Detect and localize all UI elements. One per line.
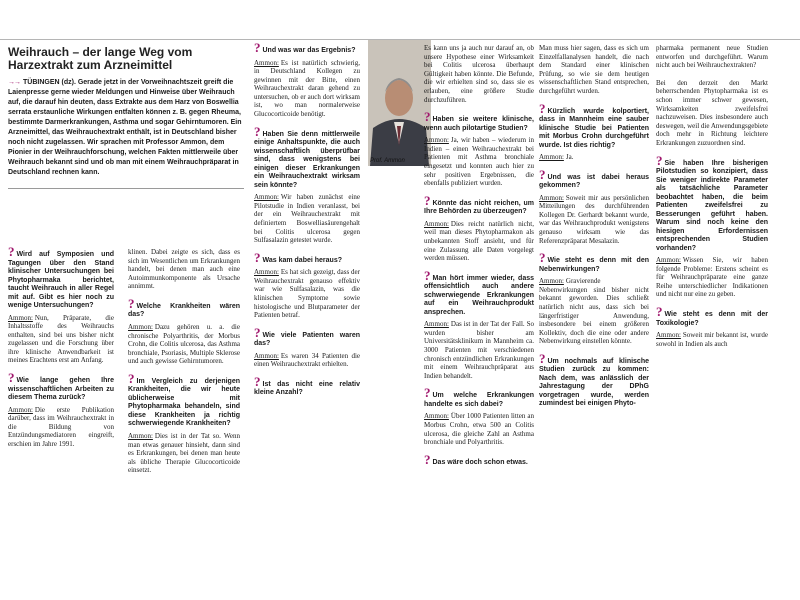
interview-answer: [128, 432, 240, 475]
interview-question: [254, 324, 360, 349]
kicker-arrow-icon: →→: [8, 79, 20, 86]
speaker-label: Ammon:: [424, 136, 449, 145]
portrait-caption: Prof. Ammon: [370, 158, 405, 164]
question-mark-icon: ?: [656, 152, 663, 168]
speaker-label: Ammon:: [656, 331, 681, 339]
interview-answer: [656, 256, 768, 299]
answer-text: Wissen Sie, wir haben folgende Probleme: Erstens scheint es für Weihrauchpräparate eine ganze Reihe unterschiedlicher Indikationen und nicht nur eine zu geben.: [656, 256, 768, 299]
question-mark-icon: ?: [424, 451, 431, 467]
interview-answer: [128, 248, 240, 291]
text-column-4: [424, 40, 534, 600]
question-text: Das wäre doch schon etwas.: [432, 458, 528, 466]
answer-text: Dies ist in der Tat so. Wenn man etwas genauer hinsieht, dann sind es Erkrankungen, bei denen man heute als übliche Therapie Glucocorticoide einsetzt.: [128, 431, 240, 475]
question-mark-icon: ?: [128, 370, 135, 386]
question-mark-icon: ?: [128, 295, 135, 311]
question-mark-icon: ?: [8, 244, 15, 259]
article-lead: [8, 46, 244, 196]
question-mark-icon: ?: [254, 249, 261, 265]
answer-text: Dies reicht natürlich nicht, weil man dieses Phytopharmakon als unbekannten Stoff ansieht, und für eine Zulassung alle Daten vorgelegt werden müssen.: [424, 219, 534, 263]
question-mark-icon: ?: [254, 373, 261, 389]
answer-text: Es waren 34 Patienten die einen Weihrauchextrakt erhielten.: [254, 351, 360, 369]
question-text: Sie haben Ihre bisherigen Pilotstudien so konzipiert, dass Sie weniger indirekte Parameter als tatsächliche Parameter beobachtet haben, die beim Patienten zweifelsfrei zu Besserungen geführt haben. Warum sind noch keine den hiesigen Erfordernissen entsprechenden Studien vorhanden?: [656, 159, 768, 252]
qa-block: [8, 244, 114, 365]
speaker-label: Ammon:: [254, 193, 279, 202]
answer-text: Man muss hier sagen, dass es sich um Einzelfallanalysen handelt, die nach dem Standard einer klinischen Prüfung, so wie sie dem heutigen wissenschaftlichen Stand entsprechen, durchgeführt wurden.: [539, 44, 649, 95]
qa-block: [539, 44, 649, 96]
interview-answer: [254, 268, 360, 320]
answer-text: Gravierende Nebenwirkungen sind bisher nicht bekannt geworden. Dies schließt natürlich nicht aus, dass sich bei längerfristiger Anwendung, insbesondere bei einem größeren Kollektiv, doch die eine oder andere Nebenwirkung einstellen könnte.: [539, 277, 649, 346]
question-mark-icon: ?: [254, 40, 261, 55]
question-text: Wie steht es denn mit der Toxikologie?: [656, 311, 768, 327]
answer-text: Die erste Publikation darüber, dass im Weihrauchextrakt in die Bildung von Entzündungsmediatoren eingreift, erschien im Jahre 1991.: [8, 405, 114, 448]
interview-answer: [539, 44, 649, 96]
lead-divider: [8, 188, 244, 189]
question-mark-icon: ?: [254, 123, 261, 139]
interview-question: [424, 192, 534, 217]
answer-text: Dazu gehören u. a. die chronische Polyarthritis, der Morbus Crohn, die Colitis ulcerosa, das Asthma bronchiale, Psoriasis, Multiple Sklerose und auch gewisse Gehirntumoren.: [128, 322, 240, 366]
interview-answer: [424, 136, 534, 188]
speaker-label: Ammon:: [656, 256, 681, 265]
interview-question: [424, 451, 534, 468]
speaker-label: Ammon:: [254, 268, 279, 277]
question-text: Ist das nicht eine relativ kleine Anzahl?: [254, 380, 360, 397]
question-text: Welche Krankheiten wären das?: [128, 302, 240, 319]
interview-answer: [424, 220, 534, 263]
interview-question: [254, 123, 360, 191]
interview-answer: [128, 323, 240, 366]
article-title: Weihrauch – der lange Weg vom Harzextrakt zum Arzneimittel: [8, 45, 193, 72]
answer-text: Nun, Präparate, die Inhaltsstoffe des Weihrauchs enthalten, sind bei uns bisher nicht zugelassen und die Forschung über ihre klinische Anwendbarkeit ist meines Erachtens erst am Anfang.: [8, 313, 114, 365]
question-mark-icon: ?: [424, 192, 431, 208]
qa-block: [424, 109, 534, 188]
answer-text: Ja.: [565, 153, 574, 162]
question-mark-icon: ?: [424, 109, 431, 125]
answer-text: Bei den derzeit den Markt beherrschenden Phytopharmaka ist es schon immer schwer gewesen, Wirksamkeiten zweifelsfrei nachzuweisen. Dies insbesondere auch deswegen, weil die Anwendungsgebiete doch mehr in Richtung leichtere Erkrankungen zuzuordnen sind.: [656, 78, 768, 147]
question-mark-icon: ?: [254, 324, 261, 340]
qa-block: [656, 44, 768, 70]
interview-answer: [254, 193, 360, 245]
interview-answer: [8, 406, 114, 449]
qa-block: [8, 370, 114, 448]
interview-answer: [8, 314, 114, 366]
page-masthead: [0, 0, 800, 40]
question-mark-icon: ?: [8, 370, 15, 386]
question-text: Könnte das nicht reichen, um Ihre Behörden zu überzeugen?: [424, 199, 534, 216]
question-text: Wie lange gehen Ihre wissenschaftlichen Arbeiten zu diesem Thema zurück?: [8, 377, 114, 402]
text-column-5: [539, 40, 649, 600]
question-text: Was kam dabei heraus?: [262, 256, 342, 264]
text-column-3: [254, 40, 360, 600]
speaker-label: Ammon:: [424, 412, 449, 421]
text-column-1: [8, 244, 114, 600]
question-mark-icon: ?: [424, 267, 431, 283]
interview-question: [424, 267, 534, 318]
speaker-label: Ammon:: [8, 405, 33, 414]
answer-text: pharmaka permanent neue Studien entworfen und durchgeführt. Warum nicht auch bei Weihrauchextrakten?: [656, 44, 768, 70]
question-mark-icon: ?: [539, 250, 546, 266]
qa-block: [254, 324, 360, 369]
qa-block: [539, 350, 649, 409]
question-mark-icon: ?: [539, 350, 546, 366]
answer-text: Ja, wir haben – wiederum in Indien – einen Weihrauchextrakt bei Patienten mit Asthma bronchiale eingesetzt und konnten auch hier zu sehr positiven Ergebnissen, die ebenfalls publiziert wurden.: [424, 136, 534, 188]
interview-answer: [656, 79, 768, 148]
speaker-label: Ammon:: [424, 219, 449, 228]
answer-text: Soweit mir aus persönlichen Mitteilungen des durchführenden Kollegen Dr. Gerhardt bekannt wurde, war das Weihrauchprodukt wenigstens genauso wirksam wie das Referenzpräparat Mesalazin.: [539, 193, 649, 245]
interview-answer: [656, 44, 768, 70]
question-text: Und was ist dabei heraus gekommen?: [539, 173, 649, 190]
qa-block: [656, 152, 768, 299]
qa-block: [539, 166, 649, 246]
qa-block: [128, 370, 240, 475]
qa-block: [424, 385, 534, 447]
text-column-6: [656, 40, 768, 600]
speaker-label: Ammon:: [539, 153, 564, 162]
question-text: Man hört immer wieder, dass offensichtlich auch andere schwerwiegende Erkrankungen auf ein Weihrauchprodukt ansprechen.: [424, 274, 534, 316]
answer-text: Das ist in der Tat der Fall. So wurden bisher am Universitätsklinikum in Mannheim ca. 3000 Patienten mit verschiedenen chronisch entzündlichen Erkrankungen mit einem Weihrauchpräparat aus Indien behandelt.: [424, 320, 534, 380]
interview-answer: [539, 153, 649, 162]
interview-question: [254, 40, 360, 56]
question-text: Um welche Erkrankungen handelte es sich dabei?: [424, 392, 534, 408]
interview-question: [539, 166, 649, 191]
qa-block: [254, 123, 360, 245]
question-mark-icon: ?: [656, 304, 663, 319]
qa-block: [254, 40, 360, 119]
speaker-label: Ammon:: [539, 277, 564, 286]
qa-block: [128, 295, 240, 366]
portrait-image: [368, 40, 431, 166]
qa-block: [424, 44, 534, 104]
text-column-2: [128, 244, 240, 600]
speaker-label: Ammon:: [128, 322, 153, 331]
question-mark-icon: ?: [539, 166, 546, 182]
question-text: Haben Sie denn mittlerweile einige Anhaltspunkte, die auch wissenschaftlich überprüfbar sind, dass wenigstens bei einigen dieser Erkrankungen ein Weihrauchextrakt wirksam sein könnte?: [254, 130, 360, 189]
speaker-label: Ammon:: [254, 351, 279, 360]
qa-block: [254, 249, 360, 320]
interview-answer: [424, 412, 534, 446]
question-text: Kürzlich wurde kolportiert, dass in Mannheim eine sauber klinische Studie bei Patienten mit Morbus Crohn durchgeführt wurde. Ist dies richtig?: [539, 107, 649, 149]
answer-text: Es kann uns ja auch nur darauf an, ob unsere Hypothese einer Wirksamkeit bei Colitis ulcerosa überhaupt Gültigkeit haben könnte. Die Befunde, die wir erhielten sind so, dass sie es erlauben, eine größere Studie durchzuführen.: [424, 44, 534, 104]
qa-block: [656, 304, 768, 348]
article-intro: [8, 78, 244, 178]
interview-question: [128, 295, 240, 320]
intro-text: TÜBINGEN (dz). Gerade jetzt in der Vorweihnachtszeit greift die Laienpresse gerne wieder Meldungen und Hinweise über Weihrauch auf, die darauf hin deuten, dass Extrakte aus dem Harz von Boswellia serrata erstaunliche Wirkungen entfalten können z. B. gegen Rheuma, bestimmte Darmerkrankungen, Asthma und sogar Gehirntumoren. Ein Arzneimittel, das Weihrauchextrakt enthält, ist in Deutschland bisher noch nicht zugelassen. Wir sprachen mit Professor Ammon, dem Pionier in der Weihrauchforschung, welchen Fakten mittlerweile über Weihrauch bekannt sind und ob man mit einem Weihrauchpräparat in Deutschland rechnen kann.: [8, 79, 242, 176]
qa-block: [254, 373, 360, 398]
interview-question: [254, 249, 360, 266]
answer-text: Über 1000 Patienten litten an Morbus Crohn, etwa 500 an Colitis ulcerosa, die gleiche Zahl an Asthma bronchiale und Polyarthritis.: [424, 412, 534, 447]
interview-question: [539, 100, 649, 151]
question-text: Haben sie weitere klinische, wenn auch pilotartige Studien?: [424, 116, 534, 132]
speaker-label: Ammon:: [424, 320, 449, 329]
interview-answer: [656, 331, 768, 348]
interview-answer: [254, 59, 360, 119]
question-mark-icon: ?: [539, 100, 546, 116]
interview-question: [8, 244, 114, 311]
speaker-label: Ammon:: [128, 431, 153, 440]
answer-text: Soweit mir bekannt ist, wurde sowohl in Indien als auch: [656, 331, 768, 348]
question-text: Wie viele Patienten waren das?: [254, 331, 360, 348]
interview-question: [656, 304, 768, 328]
interview-question: [424, 109, 534, 133]
interview-question: [424, 385, 534, 409]
answer-text: klinen. Dabei zeigte es sich, dass es sich im Wesentlichen um Erkrankungen handelt, bei denen man auch eine Autoimmunkomponente als Ursache annimmt.: [128, 248, 240, 291]
qa-block: [128, 248, 240, 291]
question-text: Und was war das Ergebnis?: [262, 47, 356, 54]
qa-block: [424, 192, 534, 263]
answer-text: Es hat sich gezeigt, dass der Weihrauchextrakt genauso effektiv war wie Sulfasalazin, was die klinischen Symptome sowie histologische und Blutparameter der Patienten betraf.: [254, 268, 360, 320]
interview-answer: [539, 194, 649, 246]
qa-block: [424, 451, 534, 468]
interview-question: [128, 370, 240, 429]
interview-question: [656, 152, 768, 254]
question-mark-icon: ?: [424, 385, 431, 401]
question-text: Wird auf Symposien und Tagungen über den Stand klinischer Untersuchungen bei Phytopharmaka berichtet, taucht Weihrauch in aller Regel mit auf. Gibt es hier noch zu wenige Untersuchungen?: [8, 251, 114, 309]
answer-text: Wir haben zunächst eine Pilotstudie in Indien veranlasst, bei der ein Weihrauchextrakt mit definiertem Boswelliasäurengehalt bei Colitis ulcerosa gegen Sulfasalazin getestet wurde.: [254, 193, 360, 245]
question-text: Wie steht es denn mit den Nebenwirkungen?: [539, 257, 649, 273]
qa-block: [424, 267, 534, 381]
interview-answer: [539, 277, 649, 346]
speaker-label: Ammon:: [8, 313, 33, 322]
interview-answer: [424, 44, 534, 104]
qa-block: [539, 100, 649, 162]
speaker-label: Ammon:: [539, 193, 564, 202]
qa-block: [539, 250, 649, 346]
question-text: Um nochmals auf klinische Studien zurück zu kommen: Nach dem, was anlässlich der Jahrestagung der DPhG vorgetragen wurde, werden zumindest bei einigen Phyto-: [539, 357, 649, 408]
speaker-label: Ammon:: [254, 58, 279, 67]
interview-question: [8, 370, 114, 403]
qa-block: [656, 79, 768, 148]
interview-answer: [254, 352, 360, 369]
interview-question: [539, 350, 649, 409]
author-portrait: [368, 40, 431, 166]
question-text: Im Vergleich zu derjenigen Krankheiten, die wir heute üblicherweise mit Phytopharmaka behandeln, sind diese Krankheiten ja richtig schwerwiegende Krankheiten?: [128, 377, 240, 428]
interview-question: [254, 373, 360, 398]
answer-text: Es ist natürlich schwierig, in Deutschland Kollegen zu gewinnen mit der Bitte, einen Weihrauchextrakt daran gehend zu untersuchen, ob er auch dort wirksam ist, wo man normalerweise Glucocorticoide benötigt.: [254, 58, 360, 119]
interview-question: [539, 250, 649, 274]
interview-answer: [424, 320, 534, 380]
